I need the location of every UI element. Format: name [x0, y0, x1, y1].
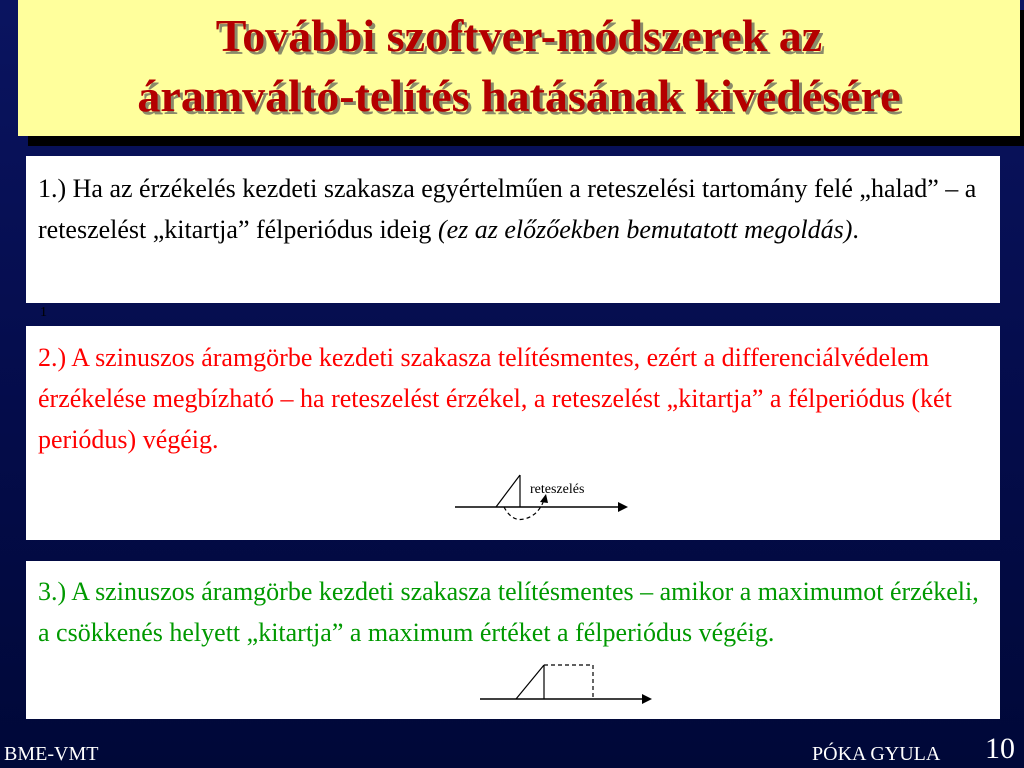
diagram-label: reteszelés [530, 482, 585, 497]
point-3-text: 3.) A szinuszos áramgörbe kezdeti szakasza telítésmentes – amikor a maximumot érzékeli, a csökkenés helyett „kitartja” a maximum értéket a félperiódus végéig. [38, 577, 979, 647]
title-line-2: áramváltó-telítés hatásának kivédésére [137, 70, 901, 121]
footer-author: PÓKA GYULA [812, 743, 941, 765]
title-line-1: További szoftver-módszerek az [215, 10, 823, 61]
footer-institution: BME-VMT [4, 743, 99, 765]
title-banner [18, 0, 1020, 136]
diagram-rising-edge [496, 475, 520, 507]
diagram-dashed-arc [504, 500, 544, 520]
slide-title [18, 6, 1020, 126]
diagram-arrowhead [642, 694, 652, 704]
stray-marker: 1 [40, 305, 47, 320]
hold-max-diagram [480, 660, 660, 708]
point-1-text: 1.) Ha az érzékelés kezdeti szakasza egyértelműen a reteszelési tartomány felé „halad” – a reteszelést „kitartja” félperiódus ideig [38, 174, 977, 244]
diagram-arrowhead [618, 502, 628, 512]
point-1-note: (ez az előzőekben bemutatott megoldás) [437, 215, 853, 244]
point-1-end: . [852, 215, 859, 244]
point-1-box [26, 156, 1000, 303]
point-2-text: 2.) A szinuszos áramgörbe kezdeti szakasza telítésmentes, ezért a differenciálvédelem érzékelése megbízható – ha reteszelést érzékel, a reteszelést „kitartja” a félperiódus (két periódus) végéig. [38, 343, 952, 454]
diagram-rising-edge [516, 665, 544, 699]
blocking-diagram [450, 466, 640, 528]
page-number: 10 [985, 732, 1015, 765]
